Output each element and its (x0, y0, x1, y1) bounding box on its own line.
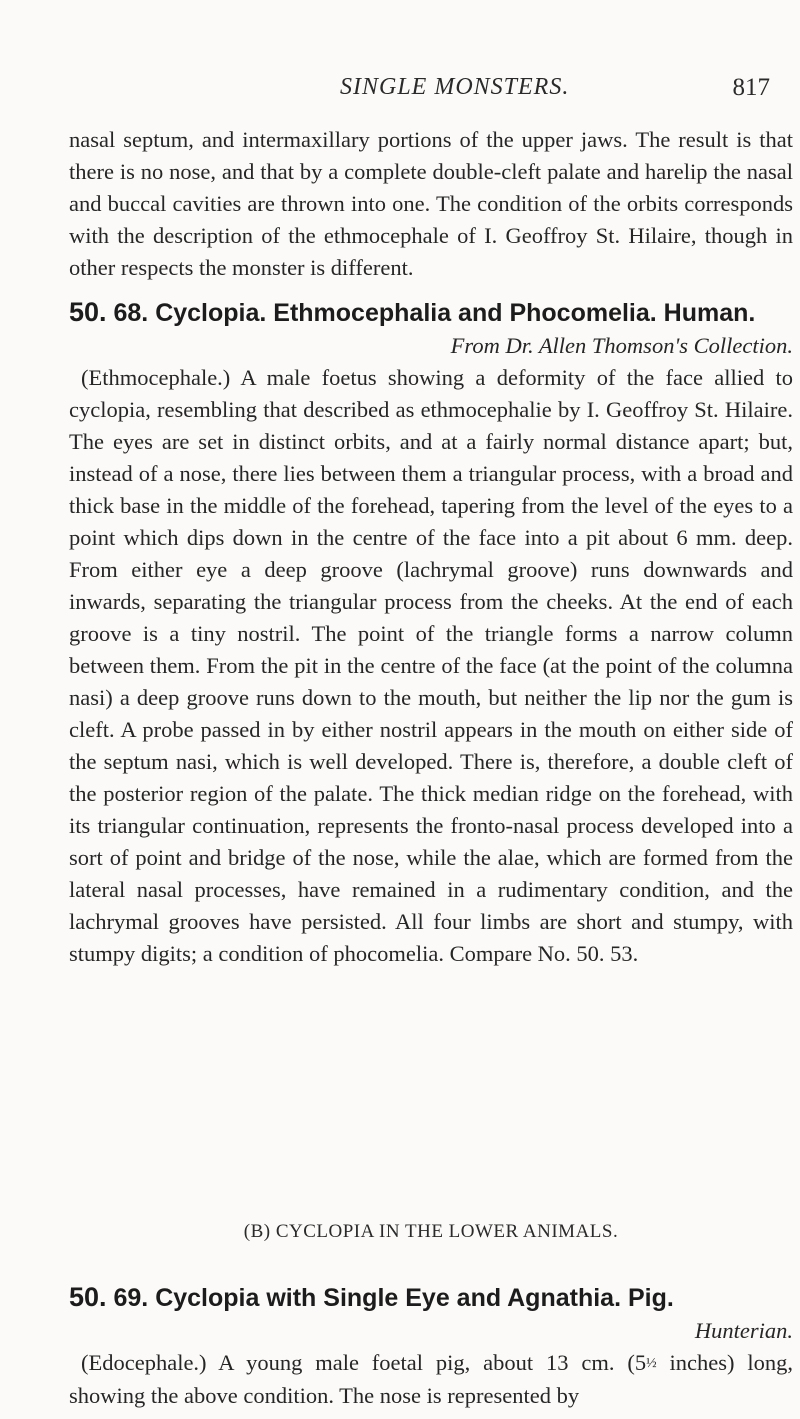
specimen-heading (69, 1280, 793, 1315)
description-part-2: inches) long, showing the above condition. The nose is represented by (69, 1350, 793, 1408)
subsection-heading-block (69, 1216, 793, 1248)
running-head (0, 70, 790, 110)
specimen-number: 50. (69, 297, 107, 327)
specimen-source: From Dr. Allen Thomson's Collection. (450, 333, 793, 358)
running-title: SINGLE MONSTERS. (340, 74, 570, 100)
specimen-heading (69, 295, 793, 330)
specimen-source: Hunterian. (694, 1318, 793, 1343)
specimen-50-69 (69, 1280, 793, 1412)
page-number: 817 (732, 74, 770, 101)
specimen-title: 68. Cyclopia. Ethmocephalia and Phocomelia. Human. (113, 299, 756, 327)
intro-paragraph: nasal septum, and intermaxillary portions of the upper jaws. The result is that there is no nose, and that by a complete double-cleft palate and harelip the nasal and buccal cavities are thrown into one. The condition of the orbits corresponds with the description of the ethmocephale of I. Geoffroy St. Hilaire, though in other respects the monster is different. (69, 127, 793, 280)
subsection-heading: (B) CYCLOPIA IN THE LOWER ANIMALS. (243, 1221, 619, 1242)
fraction: ½ (646, 1356, 657, 1371)
specimen-50-68 (69, 295, 793, 970)
specimen-title: 69. Cyclopia with Single Eye and Agnathia. Pig. (113, 1284, 674, 1312)
specimen-number: 50. (69, 1282, 107, 1312)
specimen-description: (Ethmocephale.) A male foetus showing a deformity of the face allied to cyclopia, resembling that described as ethmocephalie by I. Geoffroy St. Hilaire. The eyes are set in distinct orbits, and at a fairly normal distance apart; but, instead of a nose, there lies between them a triangular process, with a broad and thick base in the middle of the forehead, tapering from the level of the eyes to a point which dips down in the centre of the face into a pit about 6 mm. deep. From either eye a deep groove (lachrymal groove) runs downwards and inwards, separating the triangular process from the cheeks. At the end of each groove is a tiny nostril. The point of the triangle forms a narrow column between them. From the pit in the centre of the face (at the point of the columna nasi) a deep groove runs down to the mouth, but neither the lip nor the gum is cleft. A probe passed in by either nostril appears in the mouth on either side of the septum nasi, which is well developed. There is, therefore, a double cleft of the posterior region of the palate. The thick median ridge on the forehead, with its triangular continuation, represents the fronto-nasal process developed into a sort of point and bridge of the nose, while the alae, which are formed from the lateral nasal processes, have remained in a rudimentary condition, and the lachrymal grooves have persisted. All four limbs are short and stumpy, with stumpy digits; a condition of phocomelia. Compare No. 50. 53. (69, 365, 793, 966)
description-part-1: (Edocephale.) A young male foetal pig, about 13 cm. (5 (81, 1350, 647, 1375)
intro-paragraph-block (69, 124, 793, 284)
specimen-description (69, 1347, 793, 1412)
